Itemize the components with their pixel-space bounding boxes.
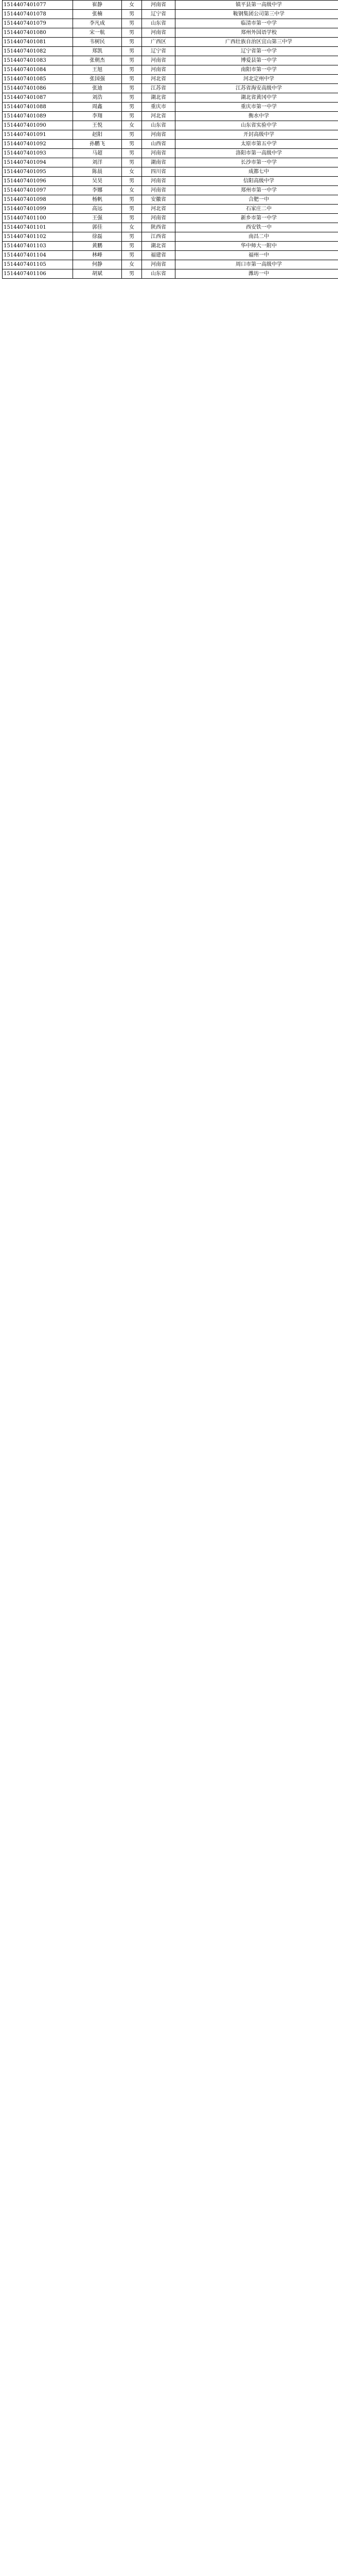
province-cell: 河南省 bbox=[142, 28, 175, 38]
school-cell: 辽宁省第一中学 bbox=[175, 47, 338, 56]
name-cell: 郑凯 bbox=[73, 47, 122, 56]
exam-id-cell: 1514407401079 bbox=[3, 19, 73, 28]
exam-id-cell: 1514407401077 bbox=[3, 1, 73, 10]
exam-id-cell: 1514407401102 bbox=[3, 232, 73, 242]
exam-id-cell: 1514407401104 bbox=[3, 251, 73, 260]
province-cell: 山东省 bbox=[142, 19, 175, 28]
school-cell: 郑州外国语学校 bbox=[175, 28, 338, 38]
school-cell: 开封高级中学 bbox=[175, 130, 338, 140]
name-cell: 宋一航 bbox=[73, 28, 122, 38]
school-cell: 镇平县第一高级中学 bbox=[175, 1, 338, 10]
gender-cell: 男 bbox=[122, 103, 142, 112]
school-cell: 博爱县第一中学 bbox=[175, 56, 338, 65]
exam-id-cell: 1514407401086 bbox=[3, 84, 73, 93]
province-cell: 河北省 bbox=[142, 112, 175, 121]
school-cell: 湖北省黄冈中学 bbox=[175, 93, 338, 103]
table-row bbox=[3, 38, 338, 47]
gender-cell: 男 bbox=[122, 149, 142, 158]
exam-id-cell: 1514407401106 bbox=[3, 269, 73, 279]
school-cell: 河北定州中学 bbox=[175, 75, 338, 84]
name-cell: 吴昊 bbox=[73, 177, 122, 186]
exam-id-cell: 1514407401095 bbox=[3, 167, 73, 177]
school-cell: 周口市第一高级中学 bbox=[175, 260, 338, 269]
table-row bbox=[3, 269, 338, 279]
gender-cell: 男 bbox=[122, 112, 142, 121]
school-cell: 衡水中学 bbox=[175, 112, 338, 121]
name-cell: 郭佳 bbox=[73, 223, 122, 232]
name-cell: 王悦 bbox=[73, 121, 122, 130]
table-row bbox=[3, 19, 338, 28]
school-cell: 合肥一中 bbox=[175, 195, 338, 205]
name-cell: 胡斌 bbox=[73, 269, 122, 279]
gender-cell: 男 bbox=[122, 158, 142, 167]
exam-id-cell: 1514407401099 bbox=[3, 205, 73, 214]
table-row bbox=[3, 56, 338, 65]
table-row bbox=[3, 65, 338, 75]
exam-id-cell: 1514407401087 bbox=[3, 93, 73, 103]
name-cell: 李娜 bbox=[73, 186, 122, 195]
exam-id-cell: 1514407401094 bbox=[3, 158, 73, 167]
province-cell: 河南省 bbox=[142, 177, 175, 186]
name-cell: 赵阳 bbox=[73, 130, 122, 140]
name-cell: 王旭 bbox=[73, 65, 122, 75]
school-cell: 临清市第一中学 bbox=[175, 19, 338, 28]
school-cell: 石家庄二中 bbox=[175, 205, 338, 214]
province-cell: 河北省 bbox=[142, 75, 175, 84]
table-row bbox=[3, 103, 338, 112]
gender-cell: 男 bbox=[122, 10, 142, 19]
gender-cell: 男 bbox=[122, 251, 142, 260]
table-row bbox=[3, 260, 338, 269]
table-row bbox=[3, 186, 338, 195]
table-row bbox=[3, 47, 338, 56]
table-row bbox=[3, 195, 338, 205]
name-cell: 李翔 bbox=[73, 112, 122, 121]
province-cell: 河南省 bbox=[142, 214, 175, 223]
gender-cell: 女 bbox=[122, 121, 142, 130]
gender-cell: 男 bbox=[122, 214, 142, 223]
exam-id-cell: 1514407401083 bbox=[3, 56, 73, 65]
province-cell: 辽宁省 bbox=[142, 10, 175, 19]
province-cell: 山西省 bbox=[142, 140, 175, 149]
school-cell: 重庆市第一中学 bbox=[175, 103, 338, 112]
province-cell: 重庆市 bbox=[142, 103, 175, 112]
table-row bbox=[3, 205, 338, 214]
table-body bbox=[3, 1, 338, 279]
table-row bbox=[3, 177, 338, 186]
province-cell: 广西区 bbox=[142, 38, 175, 47]
name-cell: 刘洋 bbox=[73, 158, 122, 167]
school-cell: 福州一中 bbox=[175, 251, 338, 260]
province-cell: 河南省 bbox=[142, 65, 175, 75]
name-cell: 韦树民 bbox=[73, 38, 122, 47]
gender-cell: 男 bbox=[122, 38, 142, 47]
name-cell: 刘浩 bbox=[73, 93, 122, 103]
name-cell: 张朝杰 bbox=[73, 56, 122, 65]
school-cell: 长沙市第一中学 bbox=[175, 158, 338, 167]
name-cell: 陈晨 bbox=[73, 167, 122, 177]
name-cell: 周鑫 bbox=[73, 103, 122, 112]
school-cell: 太原市第五中学 bbox=[175, 140, 338, 149]
exam-id-cell: 1514407401093 bbox=[3, 149, 73, 158]
province-cell: 安徽省 bbox=[142, 195, 175, 205]
name-cell: 孙鹏飞 bbox=[73, 140, 122, 149]
gender-cell: 男 bbox=[122, 232, 142, 242]
gender-cell: 男 bbox=[122, 130, 142, 140]
name-cell: 何静 bbox=[73, 260, 122, 269]
province-cell: 辽宁省 bbox=[142, 47, 175, 56]
province-cell: 山东省 bbox=[142, 121, 175, 130]
exam-id-cell: 1514407401078 bbox=[3, 10, 73, 19]
school-cell: 新乡市第一中学 bbox=[175, 214, 338, 223]
table-row bbox=[3, 232, 338, 242]
table-row bbox=[3, 112, 338, 121]
table-row bbox=[3, 214, 338, 223]
exam-id-cell: 1514407401080 bbox=[3, 28, 73, 38]
exam-id-cell: 1514407401088 bbox=[3, 103, 73, 112]
school-cell: 南阳市第一中学 bbox=[175, 65, 338, 75]
table-row bbox=[3, 251, 338, 260]
gender-cell: 男 bbox=[122, 19, 142, 28]
table-row bbox=[3, 140, 338, 149]
gender-cell: 男 bbox=[122, 75, 142, 84]
table-row bbox=[3, 93, 338, 103]
school-cell: 江苏省海安高级中学 bbox=[175, 84, 338, 93]
gender-cell: 女 bbox=[122, 260, 142, 269]
province-cell: 湖北省 bbox=[142, 242, 175, 251]
province-cell: 福建省 bbox=[142, 251, 175, 260]
exam-id-cell: 1514407401103 bbox=[3, 242, 73, 251]
name-cell: 徐磊 bbox=[73, 232, 122, 242]
province-cell: 河南省 bbox=[142, 149, 175, 158]
exam-id-cell: 1514407401092 bbox=[3, 140, 73, 149]
school-cell: 南昌二中 bbox=[175, 232, 338, 242]
name-cell: 高远 bbox=[73, 205, 122, 214]
province-cell: 河南省 bbox=[142, 130, 175, 140]
table-row bbox=[3, 149, 338, 158]
exam-id-cell: 1514407401085 bbox=[3, 75, 73, 84]
exam-id-cell: 1514407401105 bbox=[3, 260, 73, 269]
exam-id-cell: 1514407401082 bbox=[3, 47, 73, 56]
school-cell: 郑州市第一中学 bbox=[175, 186, 338, 195]
gender-cell: 女 bbox=[122, 167, 142, 177]
exam-id-cell: 1514407401097 bbox=[3, 186, 73, 195]
name-cell: 张国强 bbox=[73, 75, 122, 84]
province-cell: 河南省 bbox=[142, 260, 175, 269]
gender-cell: 男 bbox=[122, 93, 142, 103]
name-cell: 林峰 bbox=[73, 251, 122, 260]
school-cell: 广西壮族自治区宜山第三中学 bbox=[175, 38, 338, 47]
gender-cell: 女 bbox=[122, 1, 142, 10]
table-row bbox=[3, 75, 338, 84]
school-cell: 洛阳市第一高级中学 bbox=[175, 149, 338, 158]
exam-id-cell: 1514407401089 bbox=[3, 112, 73, 121]
province-cell: 河南省 bbox=[142, 1, 175, 10]
gender-cell: 男 bbox=[122, 269, 142, 279]
name-cell: 张楠 bbox=[73, 10, 122, 19]
province-cell: 江西省 bbox=[142, 232, 175, 242]
name-cell: 王强 bbox=[73, 214, 122, 223]
gender-cell: 女 bbox=[122, 186, 142, 195]
gender-cell: 男 bbox=[122, 205, 142, 214]
gender-cell: 男 bbox=[122, 242, 142, 251]
table-row bbox=[3, 1, 338, 10]
school-cell: 成都七中 bbox=[175, 167, 338, 177]
gender-cell: 男 bbox=[122, 47, 142, 56]
name-cell: 黄鹏 bbox=[73, 242, 122, 251]
province-cell: 河南省 bbox=[142, 186, 175, 195]
name-cell: 崔静 bbox=[73, 1, 122, 10]
school-cell: 鞍钢集团公司第三中学 bbox=[175, 10, 338, 19]
province-cell: 河北省 bbox=[142, 205, 175, 214]
province-cell: 陕西省 bbox=[142, 223, 175, 232]
school-cell: 山东省实验中学 bbox=[175, 121, 338, 130]
province-cell: 湖南省 bbox=[142, 158, 175, 167]
exam-id-cell: 1514407401096 bbox=[3, 177, 73, 186]
exam-id-cell: 1514407401084 bbox=[3, 65, 73, 75]
table-row bbox=[3, 167, 338, 177]
gender-cell: 男 bbox=[122, 140, 142, 149]
table-row bbox=[3, 84, 338, 93]
table-row bbox=[3, 121, 338, 130]
gender-cell: 男 bbox=[122, 28, 142, 38]
province-cell: 河南省 bbox=[142, 56, 175, 65]
school-cell: 信阳高级中学 bbox=[175, 177, 338, 186]
name-cell: 杨帆 bbox=[73, 195, 122, 205]
exam-id-cell: 1514407401081 bbox=[3, 38, 73, 47]
school-cell: 华中师大一附中 bbox=[175, 242, 338, 251]
province-cell: 湖北省 bbox=[142, 93, 175, 103]
table-row bbox=[3, 28, 338, 38]
gender-cell: 女 bbox=[122, 223, 142, 232]
student-list-table bbox=[2, 0, 338, 279]
exam-id-cell: 1514407401098 bbox=[3, 195, 73, 205]
gender-cell: 男 bbox=[122, 56, 142, 65]
table-row bbox=[3, 10, 338, 19]
gender-cell: 男 bbox=[122, 84, 142, 93]
exam-id-cell: 1514407401091 bbox=[3, 130, 73, 140]
name-cell: 李凡成 bbox=[73, 19, 122, 28]
exam-id-cell: 1514407401100 bbox=[3, 214, 73, 223]
school-cell: 潍坊一中 bbox=[175, 269, 338, 279]
school-cell: 西安铁一中 bbox=[175, 223, 338, 232]
table-row bbox=[3, 158, 338, 167]
table-row bbox=[3, 223, 338, 232]
table-row bbox=[3, 242, 338, 251]
table-row bbox=[3, 130, 338, 140]
exam-id-cell: 1514407401090 bbox=[3, 121, 73, 130]
gender-cell: 男 bbox=[122, 65, 142, 75]
province-cell: 山东省 bbox=[142, 269, 175, 279]
gender-cell: 男 bbox=[122, 195, 142, 205]
gender-cell: 男 bbox=[122, 177, 142, 186]
name-cell: 张迪 bbox=[73, 84, 122, 93]
exam-id-cell: 1514407401101 bbox=[3, 223, 73, 232]
name-cell: 马超 bbox=[73, 149, 122, 158]
province-cell: 江苏省 bbox=[142, 84, 175, 93]
province-cell: 四川省 bbox=[142, 167, 175, 177]
